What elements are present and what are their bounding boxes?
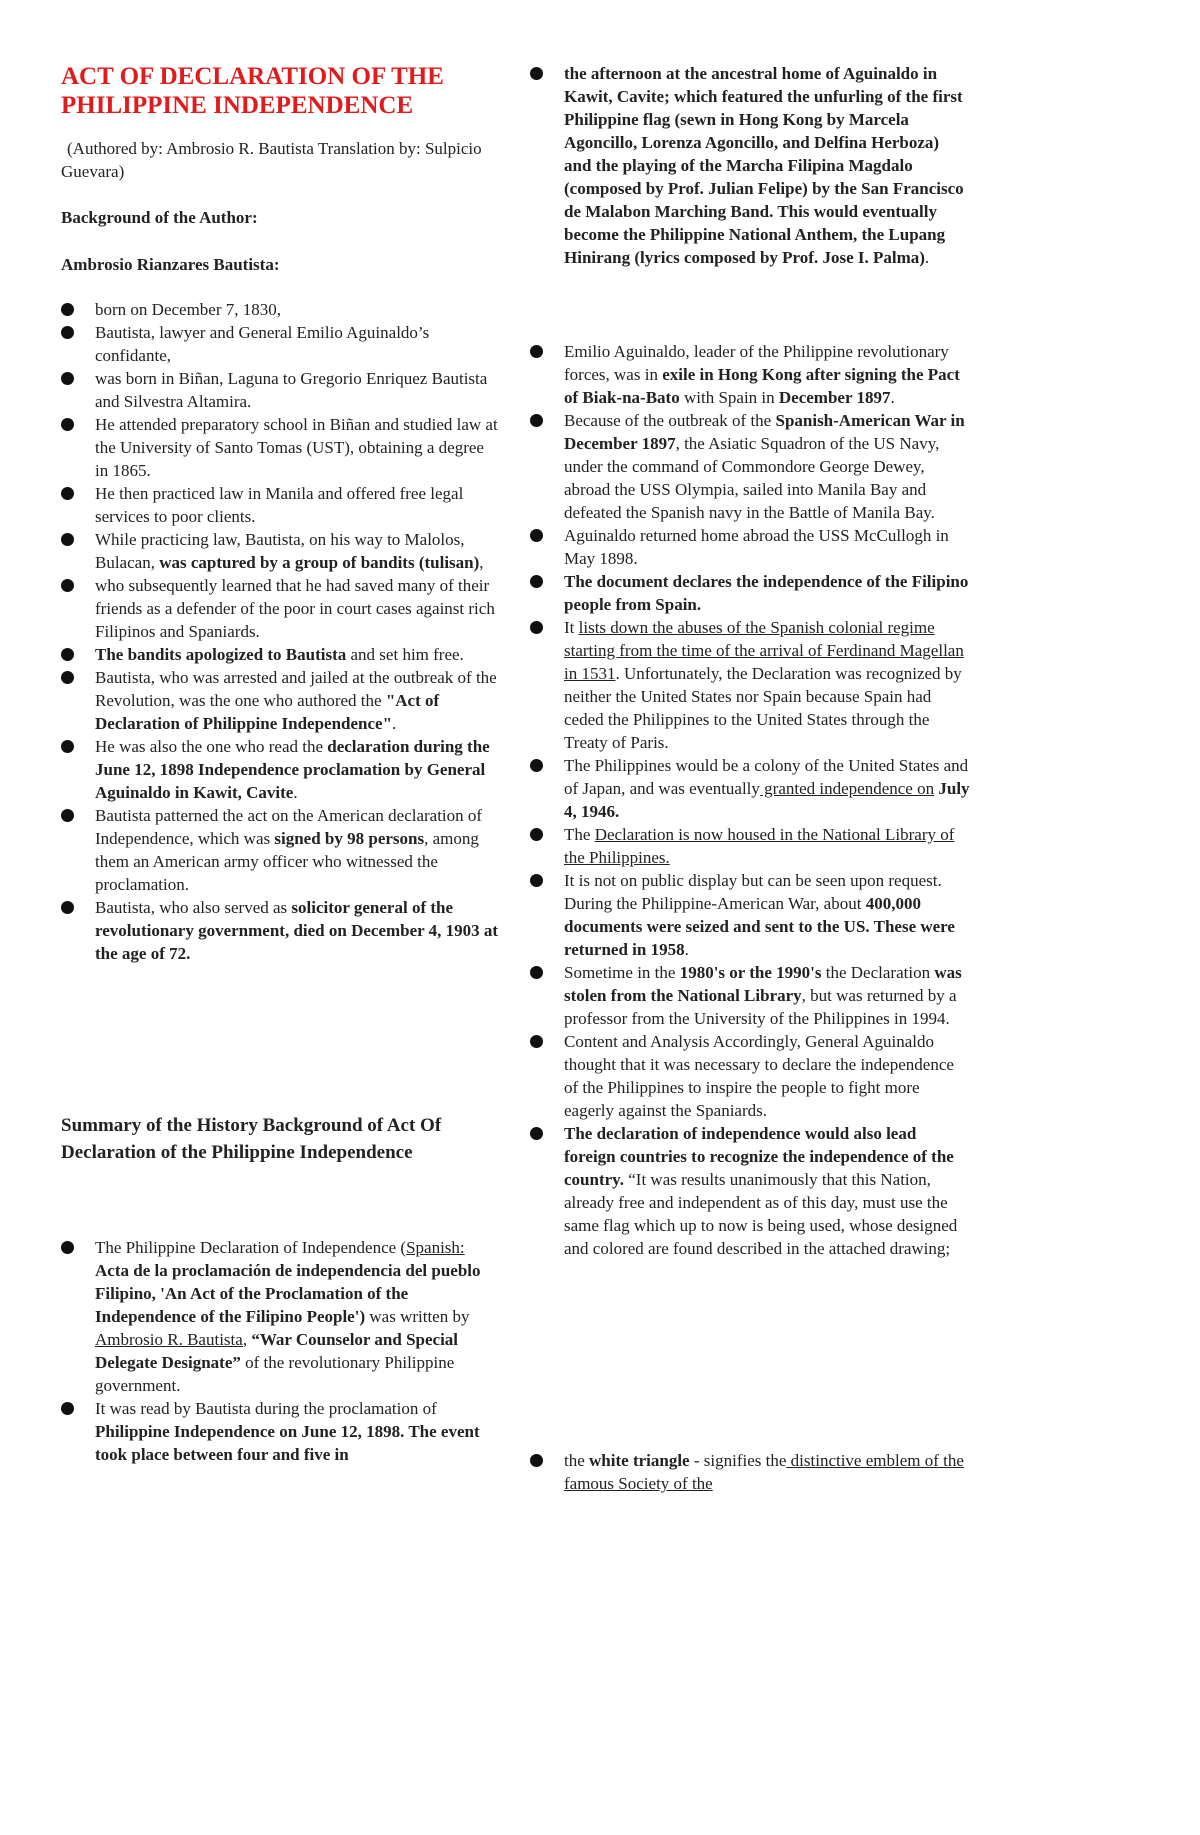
bullet-icon <box>61 648 74 661</box>
text-segment: The <box>564 825 595 844</box>
bold-text: declaration during the June 12, 1898 Independence proclamation by General Aguinaldo in Kawit, Cavite <box>95 737 490 802</box>
bullet-icon <box>61 303 74 316</box>
bold-text: Spanish-American War in December 1897 <box>564 411 965 453</box>
list-item <box>530 823 970 869</box>
list-item <box>61 1236 501 1397</box>
bullet-icon <box>530 828 543 841</box>
list-item-text <box>95 482 501 528</box>
text-segment: , among them an American army officer who witnessed the proclamation. <box>95 829 479 894</box>
summary-heading: Summary of the History Background of Act Of Declaration of the Philippine Independence <box>61 1115 442 1163</box>
text-segment: Because of the outbreak of the <box>564 411 776 430</box>
list-item-text <box>564 524 970 570</box>
list-item <box>530 1449 970 1495</box>
list-item <box>61 298 501 321</box>
list-item-text <box>95 413 501 482</box>
bold-text: the afternoon at the ancestral home of Aguinaldo in Kawit, Cavite; which featured the unfurling of the first Philippine flag (sewn in Hong Kong by Marcela Agoncillo, Lorenza Agoncillo, and Delfina Herboza) and the playing of the Marcha Filipina Magdalo (composed by Prof. Julian Felipe) by the San Francisco de Malabon Marching Band. This would eventually become the Philippine National Anthem, the Lupang Hinirang (lyrics composed by Prof. Jose I. Palma) <box>564 64 964 267</box>
text-segment: , <box>479 553 484 572</box>
list-item <box>530 62 970 269</box>
text-segment: Bautista, lawyer and General Emilio Aguinaldo’s confidante, <box>95 323 430 365</box>
bullet-icon <box>61 740 74 753</box>
text-segment: with Spain in <box>679 388 779 407</box>
text-segment: “It was results unanimously that this Nation, already free and independent as of this day, must use the same flag which up to now is being used, whose designed and colored are found described in the attached drawing; <box>564 1170 958 1258</box>
list-item-text <box>95 298 501 321</box>
underlined-text: lists down the abuses of the Spanish colonial regime starting from the time of the arrival of Ferdinand Magellan in 1531 <box>564 618 964 683</box>
underlined-text: distinctive emblem of the famous Society of the <box>564 1451 964 1493</box>
bullet-icon <box>61 671 74 684</box>
list-item-text <box>564 340 970 409</box>
list-item <box>61 1397 501 1466</box>
list-item <box>61 413 501 482</box>
text-segment: and set him free. <box>346 645 464 664</box>
list-item-text <box>95 367 501 413</box>
bold-text: signed by 98 persons <box>274 829 425 848</box>
text-segment: - signifies the <box>689 1451 787 1470</box>
text-segment: Sometime in the <box>564 963 680 982</box>
text-segment: It is not on public display but can be seen upon request. During the Philippine-American War, about <box>564 871 942 913</box>
underlined-text: Spanish: <box>406 1238 465 1257</box>
list-item-text <box>95 528 501 574</box>
bullet-icon <box>530 874 543 887</box>
list-item <box>530 616 970 754</box>
bold-text: July 4, 1946. <box>564 779 970 821</box>
text-segment: He was also the one who read the <box>95 737 328 756</box>
bold-text: Philippine Independence on June 12, 1898. The event took place between four and five in <box>95 1422 480 1464</box>
text-segment: Emilio Aguinaldo, leader of the Philippine revolutionary forces, was in <box>564 342 949 384</box>
bold-text: The document declares the independence of the Filipino people from Spain. <box>564 572 969 614</box>
bullet-icon <box>61 809 74 822</box>
list-item <box>530 1030 970 1122</box>
bullet-icon <box>61 372 74 385</box>
list-item <box>61 735 501 804</box>
text-segment: , but was returned by a professor from the University of the Philippines in 1994. <box>564 986 957 1028</box>
list-item <box>530 570 970 616</box>
list-item <box>530 869 970 961</box>
bullet-icon <box>61 901 74 914</box>
list-item-text <box>95 321 501 367</box>
background-heading: Background of the Author: <box>61 208 258 227</box>
bullet-icon <box>61 579 74 592</box>
list-item-text <box>95 804 501 896</box>
list-item <box>530 1122 970 1260</box>
bullet-icon <box>530 1035 543 1048</box>
bullet-icon <box>61 418 74 431</box>
bullet-icon <box>61 533 74 546</box>
list-item-text <box>95 1397 501 1466</box>
list-item <box>61 367 501 413</box>
bullet-icon <box>530 345 543 358</box>
underlined-text: Ambrosio R. Bautista <box>95 1330 243 1349</box>
bold-text: December 1897 <box>778 388 891 407</box>
list-item-text <box>95 574 501 643</box>
bold-text: The declaration of independence would also lead foreign countries to recognize the independence of the country. <box>564 1124 954 1189</box>
text-segment: While practicing law, Bautista, on his way to Malolos, Bulacan, <box>95 530 465 572</box>
list-item-text <box>564 823 970 869</box>
list-item-text <box>564 1030 970 1122</box>
bullet-icon <box>61 487 74 500</box>
bold-text: The bandits apologized to Bautista <box>95 645 347 664</box>
bold-text: "Act of Declaration of Philippine Independence" <box>95 691 440 733</box>
list-item <box>61 666 501 735</box>
bullet-icon <box>530 1454 543 1467</box>
text-segment: Bautista, who was arrested and jailed at the outbreak of the Revolution, was the one who authored the <box>95 668 497 710</box>
bold-text: “War Counselor and Special Delegate Designate” <box>95 1330 459 1372</box>
list-item-text <box>564 570 970 616</box>
text-segment: . <box>293 783 298 802</box>
list-item-text <box>95 643 501 666</box>
list-item <box>530 754 970 823</box>
bold-text: 400,000 documents were seized and sent to the US. These were returned in 1958 <box>564 894 955 959</box>
list-item-text <box>564 961 970 1030</box>
bullet-icon <box>530 575 543 588</box>
text-segment: The Philippines would be a colony of the United States and of Japan, and was eventually <box>564 756 969 798</box>
bold-text: was captured by a group of bandits (tulisan) <box>159 553 480 572</box>
list-item <box>530 409 970 524</box>
list-item-text <box>564 1449 970 1495</box>
list-item-text <box>564 62 970 269</box>
list-item-text <box>564 754 970 823</box>
bold-text: white triangle <box>589 1451 690 1470</box>
bold-text: Acta de la proclamación de independencia del pueblo Filipino, 'An Act of the Proclamation of the Independence of the Filipino People') <box>95 1261 481 1326</box>
list-item-text <box>95 1236 501 1397</box>
text-segment: . <box>684 940 689 959</box>
list-item <box>61 804 501 896</box>
list-item <box>61 528 501 574</box>
list-item <box>61 574 501 643</box>
summary-bullet-list <box>61 1236 501 1466</box>
document-title: ACT OF DECLARATION OF THE PHILIPPINE INDEPENDENCE <box>61 63 444 119</box>
text-segment: . Unfortunately, the Declaration was recognized by neither the United States nor Spain because Spain had ceded the Philippines to the United States through the Treaty of Paris. <box>564 664 962 752</box>
bullet-icon <box>530 621 543 634</box>
text-segment: It was read by Bautista during the proclamation of <box>95 1399 437 1418</box>
list-item <box>61 321 501 367</box>
text-segment: of the revolutionary Philippine government. <box>95 1353 455 1395</box>
list-item-text <box>564 616 970 754</box>
right-bottom-bullet-list <box>530 1449 970 1495</box>
list-item <box>530 340 970 409</box>
text-segment: was born in Biñan, Laguna to Gregorio Enriquez Bautista and Silvestra Altamira. <box>95 369 488 411</box>
list-item-text <box>564 869 970 961</box>
bold-text: was stolen from the National Library <box>564 963 962 1005</box>
list-item-text <box>95 735 501 804</box>
list-item-text <box>95 666 501 735</box>
text-segment: Content and Analysis Accordingly, General Aguinaldo thought that it was necessary to declare the independence of the Philippines to inspire the people to fight more eagerly against the Spaniards. <box>564 1032 954 1120</box>
bullet-icon <box>530 414 543 427</box>
bullet-icon <box>61 1241 74 1254</box>
text-segment: It <box>564 618 579 637</box>
text-segment: who subsequently learned that he had saved many of their friends as a defender of the poor in court cases against rich Filipinos and Spaniards. <box>95 576 495 641</box>
bold-text: 1980's or the 1990's <box>679 963 822 982</box>
author-bullet-list <box>61 298 501 965</box>
bullet-icon <box>530 1127 543 1140</box>
text-segment: . <box>924 248 930 267</box>
text-segment: . <box>392 714 397 733</box>
text-segment: The Philippine Declaration of Independence ( <box>95 1238 407 1257</box>
text-segment: He attended preparatory school in Biñan and studied law at the University of Santo Tomas (UST), obtaining a degree in 1865. <box>95 415 498 480</box>
text-segment: He then practiced law in Manila and offered free legal services to poor clients. <box>95 484 464 526</box>
text-segment: born on December 7, 1830, <box>95 300 282 319</box>
text-segment: the Declaration <box>821 963 935 982</box>
bullet-icon <box>530 759 543 772</box>
text-segment: the <box>564 1451 590 1470</box>
bullet-icon <box>530 966 543 979</box>
list-item <box>61 482 501 528</box>
underlined-text: granted independence on <box>759 779 935 798</box>
text-segment: Bautista patterned the act on the American declaration of Independence, which was <box>95 806 483 848</box>
list-item-text <box>564 409 970 524</box>
bullet-icon <box>530 67 543 80</box>
list-item <box>61 896 501 965</box>
list-item <box>530 961 970 1030</box>
bullet-icon <box>61 1402 74 1415</box>
text-segment: was written by <box>365 1307 470 1326</box>
text-segment: Bautista, who also served as <box>95 898 292 917</box>
right-mid-bullet-list <box>530 340 970 1260</box>
text-segment: . <box>890 388 895 407</box>
list-item <box>530 524 970 570</box>
text-segment: , the Asiatic Squadron of the US Navy, under the command of Commondore George Dewey, abroad the USS Olympia, sailed into Manila Bay and defeated the Spanish navy in the Battle of Manila Bay. <box>564 434 940 522</box>
text-segment: Aguinaldo returned home abroad the USS McCullogh in May 1898. <box>564 526 949 568</box>
author-name-heading: Ambrosio Rianzares Bautista: <box>61 255 280 274</box>
list-item <box>61 643 501 666</box>
list-item-text <box>95 896 501 965</box>
bullet-icon <box>530 529 543 542</box>
list-item-text <box>564 1122 970 1260</box>
bold-text: exile in Hong Kong after signing the Pact of Biak-na-Bato <box>564 365 960 407</box>
bullet-icon <box>61 326 74 339</box>
underlined-text: Declaration is now housed in the National Library of the Philippines. <box>564 825 955 867</box>
right-top-bullet-list <box>530 62 970 269</box>
authored-by-note: (Authored by: Ambrosio R. Bautista Translation by: Sulpicio Guevara) <box>61 139 482 181</box>
text-segment: , <box>242 1330 252 1349</box>
bold-text: solicitor general of the revolutionary government, died on December 4, 1903 at the age of 72. <box>95 898 499 963</box>
